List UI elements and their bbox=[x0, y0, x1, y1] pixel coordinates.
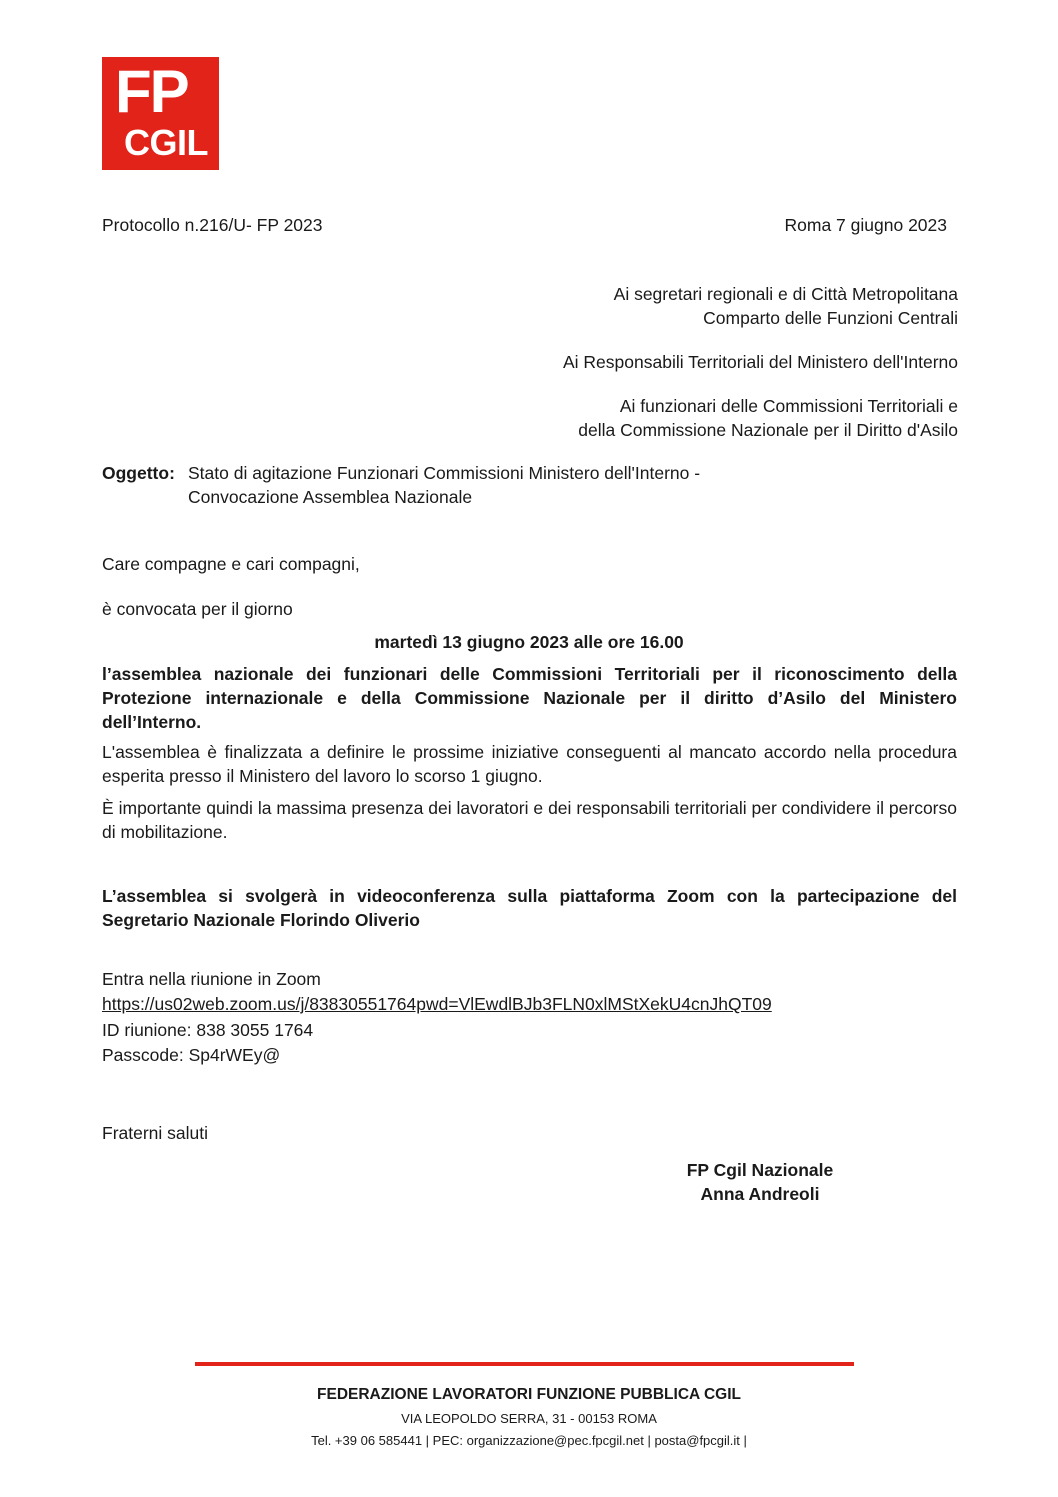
importance-paragraph: È importante quindi la massima presenza dei lavoratori e dei responsabili territoriali per condividere il percorso di mobilitazione. bbox=[102, 798, 957, 842]
footer-federation-name: FEDERAZIONE LAVORATORI FUNZIONE PUBBLICA CGIL bbox=[317, 1386, 741, 1403]
recipients-block bbox=[400, 282, 958, 442]
intro-text: è convocata per il giorno bbox=[102, 599, 293, 619]
protocol-number: Protocollo n.216/U- FP 2023 bbox=[102, 215, 323, 235]
recipient-line: della Commissione Nazionale per il Diritto d'Asilo bbox=[578, 420, 958, 440]
zoom-meeting-id: ID riunione: 838 3055 1764 bbox=[102, 1020, 314, 1040]
signature-name: Anna Andreoli bbox=[700, 1184, 820, 1204]
subject-label: Oggetto: bbox=[102, 463, 175, 483]
closing-salutation: Fraterni saluti bbox=[102, 1123, 209, 1143]
footer-address: VIA LEOPOLDO SERRA, 31 - 00153 ROMA bbox=[401, 1411, 657, 1426]
recipient-line: Ai Responsabili Territoriali del Ministero dell'Interno bbox=[562, 352, 958, 372]
logo-cgil-text: CGIL bbox=[124, 122, 208, 163]
letter-date: Roma 7 giugno 2023 bbox=[784, 215, 947, 235]
zoom-announcement: L’assemblea si svolgerà in videoconferenza sulla piattaforma Zoom con la partecipazione del Segretario Nazionale Florindo Oliverio bbox=[102, 886, 957, 930]
zoom-meeting-link[interactable]: https://us02web.zoom.us/j/83830551764pwd=VlEwdlBJb3FLN0xlMStXekU4cnJhQT09 bbox=[102, 994, 772, 1014]
logo-fp-text: FP bbox=[115, 58, 188, 125]
greeting: Care compagne e cari compagni, bbox=[102, 554, 360, 574]
recipient-line: Comparto delle Funzioni Centrali bbox=[703, 308, 958, 328]
signature-organization: FP Cgil Nazionale bbox=[686, 1160, 834, 1180]
fp-cgil-logo bbox=[102, 57, 219, 170]
purpose-paragraph: L'assemblea è finalizzata a definire le prossime iniziative conseguenti al mancato accordo nella procedura esperita presso il Ministero del lavoro lo scorso 1 giugno. bbox=[102, 742, 957, 786]
assembly-description: l’assemblea nazionale dei funzionari delle Commissioni Territoriali per il riconoscimento della Protezione internazionale e della Commissione Nazionale per il diritto d’Asilo del Ministero dell’Interno. bbox=[102, 664, 957, 732]
zoom-enter-label: Entra nella riunione in Zoom bbox=[102, 969, 321, 989]
subject-line: Stato di agitazione Funzionari Commissioni Ministero dell'Interno - bbox=[188, 463, 701, 483]
footer-contacts: Tel. +39 06 585441 | PEC: organizzazione@pec.fpcgil.net | posta@fpcgil.it | bbox=[311, 1433, 747, 1448]
zoom-passcode: Passcode: Sp4rWEy@ bbox=[102, 1045, 281, 1065]
footer-divider bbox=[195, 1362, 854, 1366]
recipient-line: Ai funzionari delle Commissioni Territoriali e bbox=[619, 396, 958, 416]
meeting-datetime: martedì 13 giugno 2023 alle ore 16.00 bbox=[374, 632, 684, 652]
recipient-line: Ai segretari regionali e di Città Metropolitana bbox=[613, 284, 958, 304]
subject-line: Convocazione Assemblea Nazionale bbox=[188, 487, 473, 507]
